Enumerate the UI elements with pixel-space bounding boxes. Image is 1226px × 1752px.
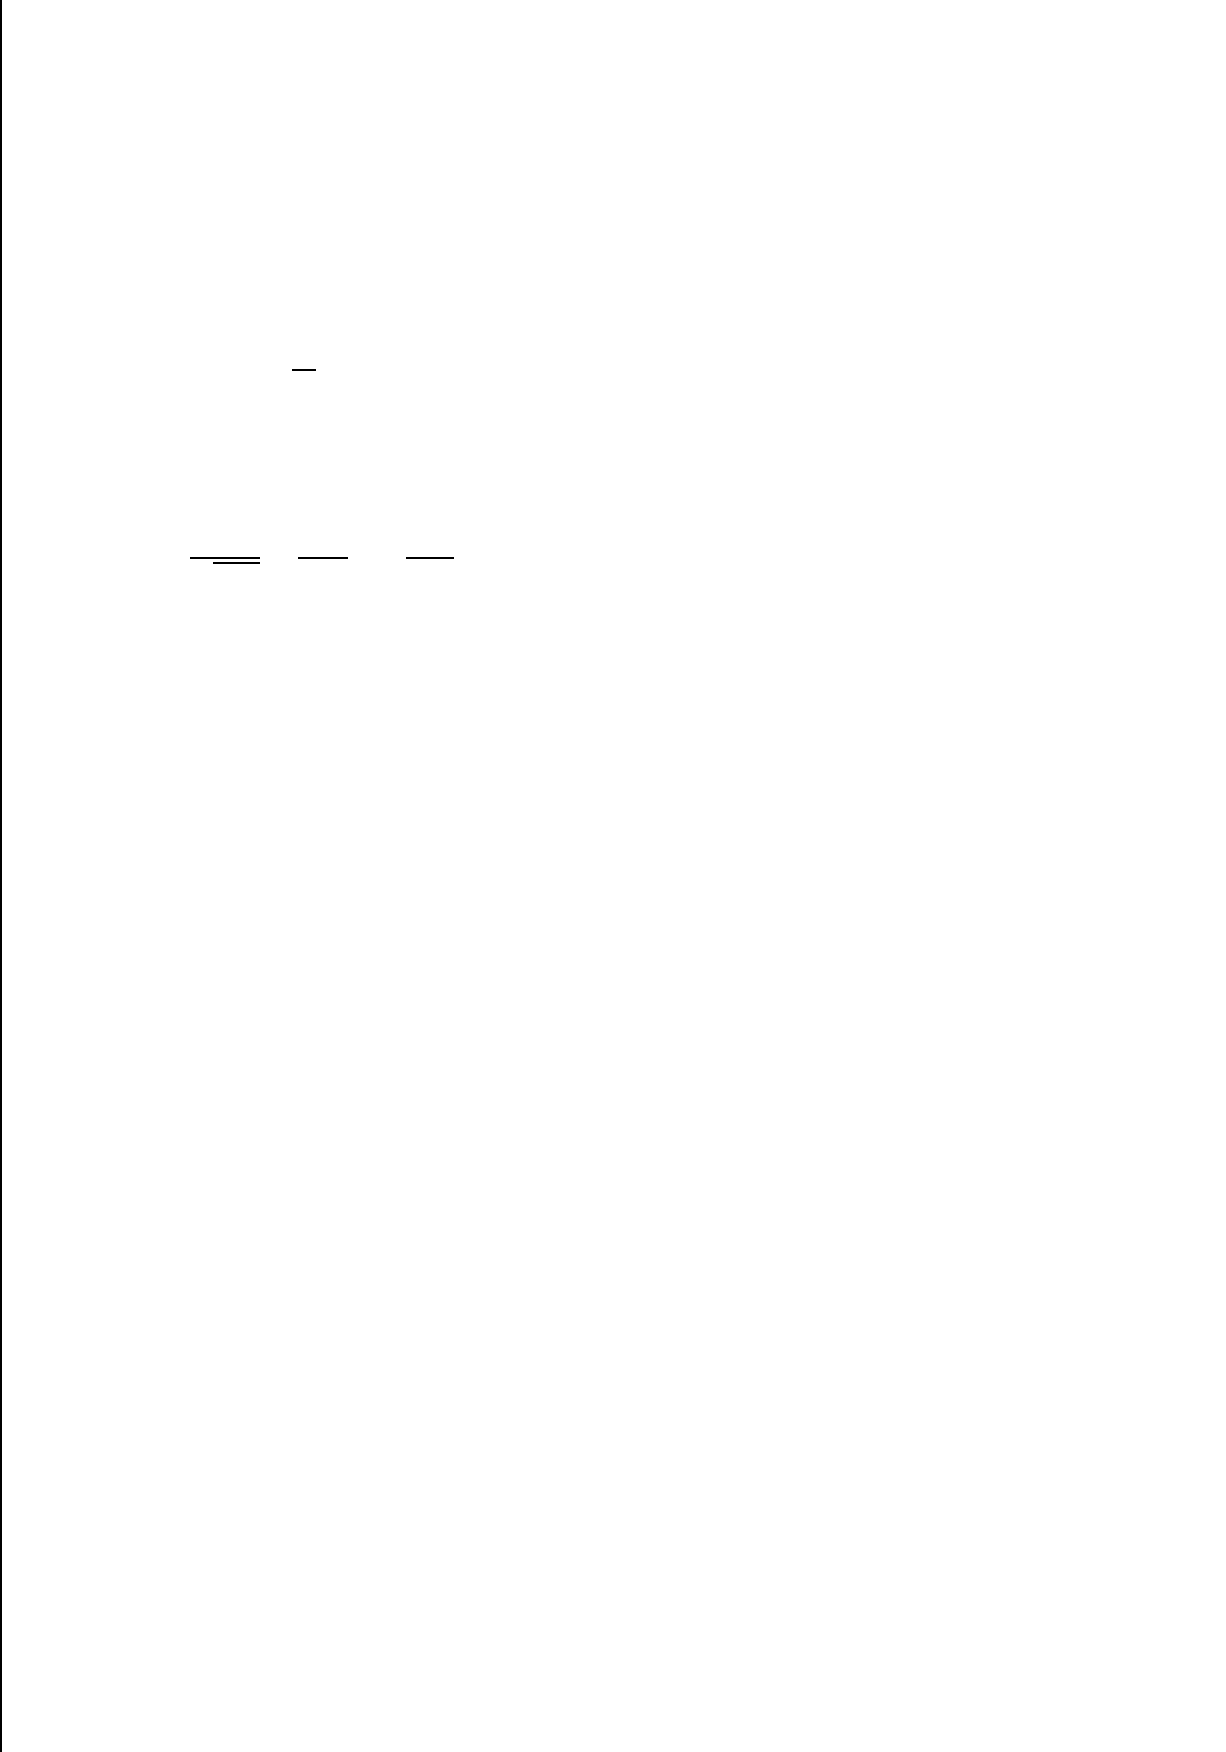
underline [298,557,348,559]
underline [406,557,454,559]
time-signature [292,368,316,372]
double-underline [213,562,260,564]
lyricist-credit [1017,382,1078,410]
underline [190,557,260,559]
time-signature-bar [292,369,316,371]
composer-credit [885,426,1078,454]
page-left-edge [0,0,2,1752]
